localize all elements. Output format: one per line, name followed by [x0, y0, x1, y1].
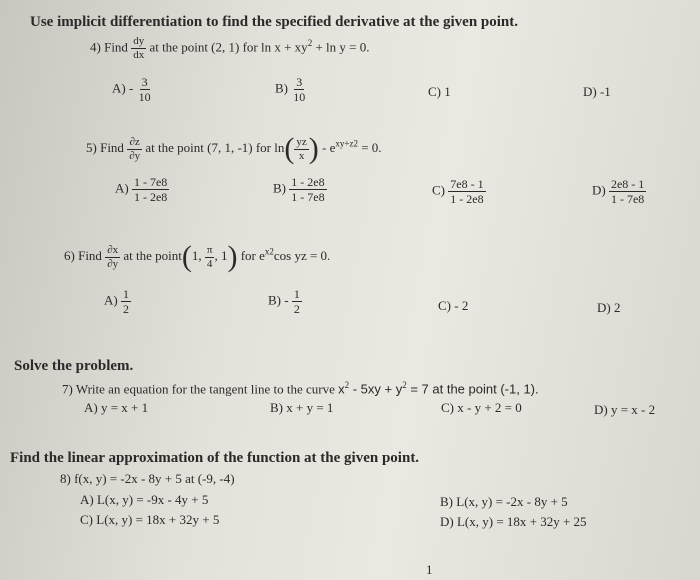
fraction-denominator: 10	[138, 90, 151, 104]
option-label: A)	[104, 292, 118, 308]
option-fraction	[121, 288, 131, 315]
option-fraction	[292, 288, 302, 315]
derivative-fraction	[131, 36, 146, 61]
fraction-denominator: 10	[293, 90, 306, 104]
question-text: at the point (7, 1, -1) for ln	[145, 139, 285, 155]
fraction-denominator: 1 - 7e8	[610, 192, 645, 206]
fraction-denominator: 2	[122, 302, 129, 316]
fraction-denominator: 1 - 2e8	[450, 192, 484, 206]
fraction-numerator: 2e8 - 1	[610, 177, 645, 191]
option-c: C) 1	[428, 84, 451, 99]
fraction-denominator: dx	[133, 49, 145, 61]
option-fraction	[291, 76, 307, 103]
right-paren: )	[308, 132, 319, 165]
option-b	[275, 76, 307, 103]
question-6	[64, 242, 330, 272]
question-7	[62, 380, 539, 397]
log-argument-fraction	[294, 137, 308, 162]
option-label: D)	[592, 182, 606, 198]
option-c	[432, 178, 486, 205]
exponent: xy+z2	[335, 138, 358, 149]
find-label: Find	[104, 39, 128, 55]
option-label: A)	[112, 80, 126, 96]
section-heading-solve: Solve the problem.	[14, 358, 134, 374]
fraction-denominator: ∂y	[129, 149, 141, 162]
option-d: D) -1	[583, 84, 611, 99]
question-text: 7) Write an equation for the tangent line to the curve	[62, 381, 335, 397]
question-text-mid: - e	[322, 139, 336, 155]
equation-part: x	[338, 381, 345, 397]
option-fraction	[609, 178, 646, 205]
option-d: D) L(x, y) = 18x + 32y + 25	[440, 514, 587, 529]
fraction-numerator: dy	[133, 35, 145, 47]
option-c: C) x - y + 2 = 0	[441, 400, 522, 415]
option-a: A) y = x + 1	[84, 400, 149, 415]
section-heading-implicit: Use implicit differentiation to find the specified derivative at the given point.	[30, 14, 519, 30]
option-a	[112, 76, 153, 103]
fraction-numerator: yz	[296, 135, 307, 148]
question-number: 6)	[64, 247, 75, 263]
option-b: B) x + y = 1	[270, 400, 334, 415]
question-number: 4)	[90, 39, 101, 55]
question-5	[86, 134, 382, 164]
right-paren: )	[227, 240, 238, 273]
question-text-mid: for e	[240, 247, 265, 263]
option-a: A) L(x, y) = -9x - 4y + 5	[80, 492, 209, 507]
fraction-numerator: 1 - 2e8	[291, 175, 325, 189]
point-last-coordinate: , 1	[214, 247, 228, 263]
exponent: 2	[307, 38, 313, 49]
derivative-fraction	[105, 245, 120, 270]
option-label: B)	[275, 80, 288, 96]
fraction-denominator: 1 - 2e8	[133, 190, 168, 204]
left-paren: (	[181, 240, 192, 273]
option-d	[592, 178, 646, 205]
fraction-denominator: 1 - 7e8	[291, 190, 325, 204]
fraction-numerator: 1	[122, 287, 129, 301]
option-a	[104, 288, 131, 315]
option-label: B)	[273, 180, 286, 196]
point-fraction	[205, 245, 215, 270]
equation-part: = 7 at the point (-1, 1).	[406, 381, 539, 397]
fraction-numerator: 7e8 - 1	[450, 177, 484, 191]
question-text-end: = 0.	[357, 139, 382, 155]
fraction-numerator: 3	[296, 75, 303, 89]
fraction-numerator: 1 - 7e8	[133, 175, 168, 189]
section-heading-linear: Find the linear approximation of the function at the given point.	[10, 450, 420, 466]
option-c: C) - 2	[438, 298, 469, 313]
fraction-denominator: ∂y	[107, 257, 119, 270]
option-fraction	[289, 176, 326, 203]
question-8: 8) f(x, y) = -2x - 8y + 5 at (-9, -4)	[60, 471, 235, 486]
option-d: D) 2	[597, 300, 621, 315]
question-text: at the point (2, 1) for ln x + xy	[149, 39, 308, 55]
exponent: x2	[264, 246, 274, 257]
fraction-denominator: 4	[206, 257, 213, 270]
option-label: B) -	[268, 292, 289, 308]
question-text: at the point	[123, 247, 182, 263]
option-sign: -	[128, 80, 134, 96]
option-label: A)	[115, 180, 129, 196]
question-text-end: + ln y = 0.	[312, 39, 370, 55]
option-d: D) y = x - 2	[594, 402, 656, 417]
option-b: B) L(x, y) = -2x - 8y + 5	[440, 494, 568, 509]
fraction-numerator: ∂x	[107, 243, 119, 256]
exponent: 2	[402, 380, 407, 390]
equation-part: - 5xy + y	[349, 381, 403, 397]
question-text-end: cos yz = 0.	[273, 247, 331, 263]
fraction-denominator: 2	[293, 302, 300, 316]
option-b	[268, 288, 302, 315]
option-label: C)	[432, 182, 445, 198]
left-paren: (	[284, 132, 295, 165]
fraction-numerator: ∂z	[129, 135, 140, 148]
fraction-numerator: 3	[141, 75, 148, 89]
fraction-denominator: x	[298, 149, 305, 162]
find-label: Find	[100, 139, 124, 155]
option-fraction	[132, 176, 169, 203]
option-b	[273, 176, 327, 203]
page-number: 1	[426, 562, 433, 577]
option-c: C) L(x, y) = 18x + 32y + 5	[80, 512, 220, 527]
exponent: 2	[344, 380, 350, 390]
derivative-fraction	[127, 137, 142, 162]
option-fraction	[448, 178, 485, 205]
fraction-numerator: 1	[293, 287, 300, 301]
find-label: Find	[78, 247, 102, 263]
fraction-numerator: π	[206, 243, 213, 256]
point-first-coordinate: 1,	[191, 247, 202, 263]
question-4	[90, 36, 369, 61]
option-fraction	[137, 76, 153, 103]
option-a	[115, 176, 169, 203]
question-number: 5)	[86, 139, 97, 155]
